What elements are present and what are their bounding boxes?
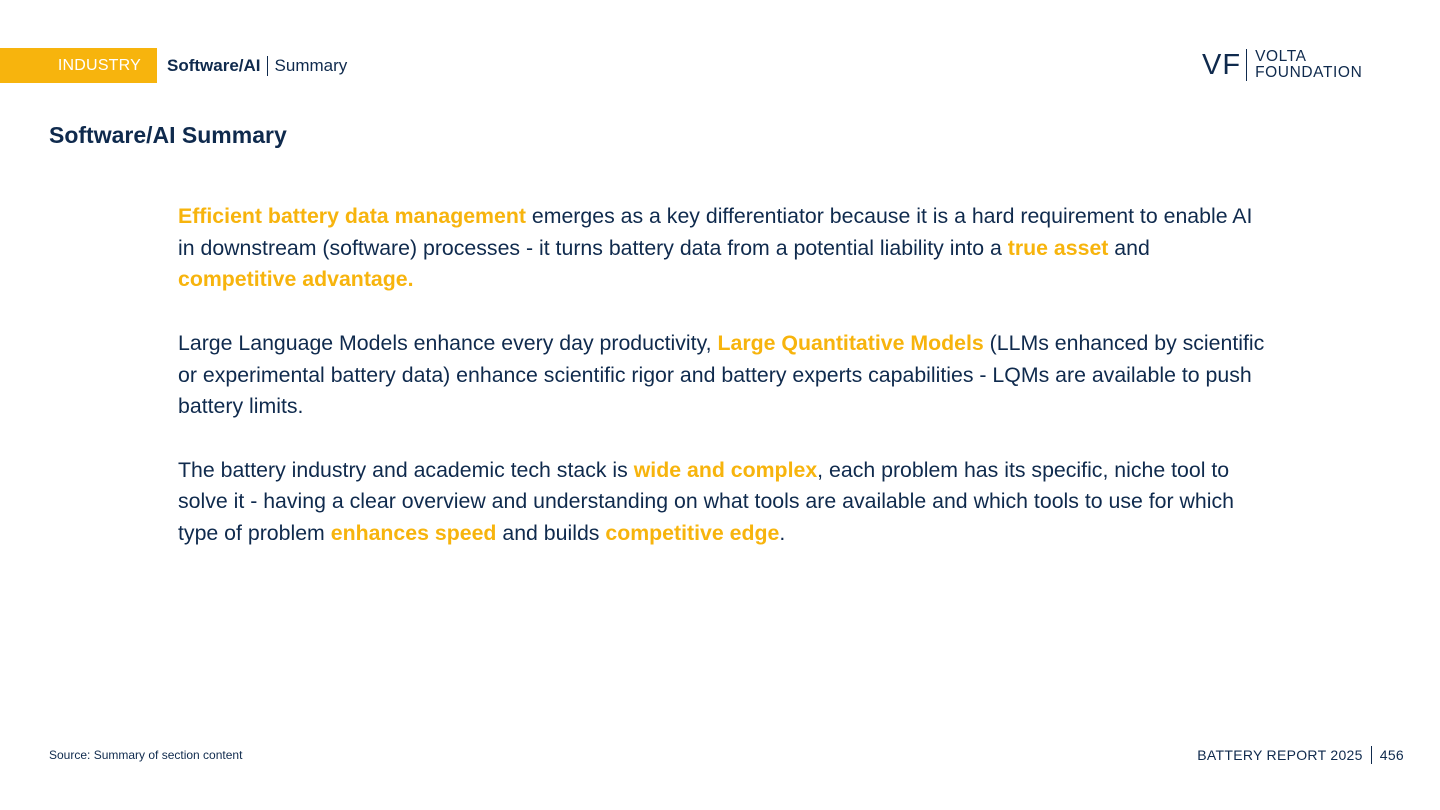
page-footer — [1197, 746, 1404, 764]
summary-paragraph — [178, 201, 1268, 296]
volta-foundation-logo — [1202, 47, 1362, 83]
summary-body — [178, 201, 1268, 581]
paragraph-text: , each problem has its specific, niche tool to solve it - having a clear overview and understanding on what tools are available and which tools to use for which type of problem — [178, 457, 1234, 545]
highlighted-phrase: competitive edge — [605, 521, 780, 545]
section-tag-label: INDUSTRY — [57, 56, 141, 74]
breadcrumb-section: Software/AI — [167, 56, 261, 75]
source-note: Source: Summary of section content — [49, 748, 243, 762]
paragraph-text: The battery industry and academic tech stack is — [178, 457, 634, 482]
logo-mark: VF — [1202, 48, 1242, 81]
logo-wordmark — [1255, 49, 1362, 81]
highlighted-phrase: competitive advantage. — [178, 267, 414, 292]
section-tag — [0, 48, 157, 83]
breadcrumb-divider — [267, 56, 268, 76]
highlighted-phrase: enhances speed — [330, 521, 497, 545]
highlighted-phrase: wide and complex — [633, 457, 818, 482]
breadcrumb — [167, 55, 347, 77]
highlighted-phrase: Large Quantitative Models — [717, 330, 984, 355]
paragraph-text: and builds — [496, 521, 606, 545]
highlighted-phrase: Efficient battery data management — [178, 204, 526, 228]
highlighted-phrase: true asset — [1007, 235, 1109, 260]
paragraph-text: . — [779, 521, 786, 545]
breadcrumb-page: Summary — [274, 56, 348, 75]
logo-divider — [1246, 49, 1247, 81]
logo-line-1: VOLTA — [1255, 48, 1307, 65]
paragraph-text: and — [1108, 235, 1150, 260]
paragraph-text: Large Language Models enhance every day productivity, — [178, 330, 718, 355]
summary-paragraph — [178, 328, 1268, 423]
logo-line-2: FOUNDATION — [1255, 64, 1363, 81]
footer-divider — [1371, 746, 1372, 764]
paragraph-text: emerges as a key differentiator because it is a hard requirement to enable AI in downstream (software) processes - it turns battery data from a potential liability into a — [178, 204, 1253, 260]
report-name: BATTERY REPORT 2025 — [1197, 747, 1363, 763]
paragraph-text: (LLMs enhanced by scientific or experimental battery data) enhance scientific rigor and battery experts capabilities - LQMs are available to push battery limits. — [178, 330, 1265, 419]
page-title: Software/AI Summary — [49, 122, 287, 148]
summary-paragraph — [178, 455, 1268, 550]
page-number: 456 — [1379, 747, 1404, 763]
